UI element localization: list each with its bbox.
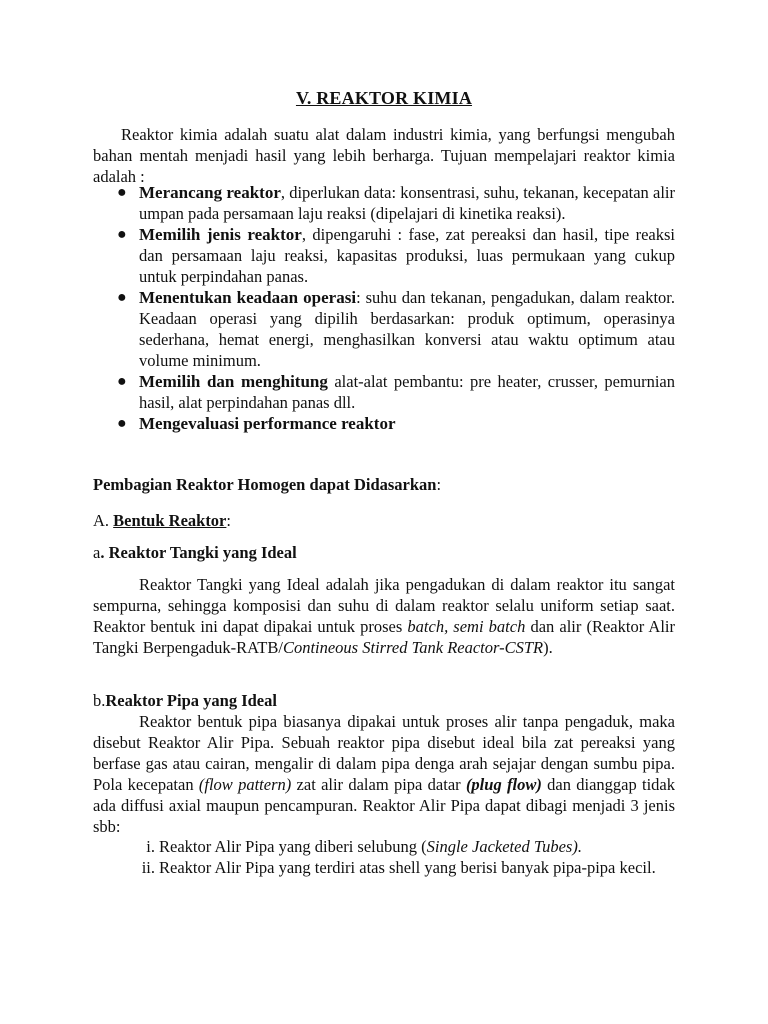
intro-text: Reaktor kimia adalah suatu alat dalam industri kimia, yang berfungsi mengubah bahan mentah menjadi hasil yang lebih berharga. Tujuan mempelajari reaktor kimia adalah :	[93, 125, 675, 186]
list-item-number: ii.	[141, 858, 155, 877]
subsection-a-title: Bentuk Reaktor	[113, 511, 227, 530]
bullet-icon: ●	[117, 184, 127, 201]
list-item	[117, 371, 675, 413]
list-item-bold: Merancang reaktor	[139, 183, 281, 202]
item-a-text: Reaktor Tangki yang Ideal adalah jika pengadukan di dalam reaktor itu sangat sempurna, sehingga komposisi dan suhu di dalam reaktor selalu uniform setiap saat. Reaktor bentuk ini dapat dipakai untuk proses	[93, 575, 675, 636]
objectives-list	[117, 182, 675, 434]
list-item-text: Reaktor Alir Pipa yang terdiri atas shell yang berisi banyak pipa-pipa kecil.	[159, 858, 656, 877]
list-item-bold: Memilih dan menghitung	[139, 372, 328, 391]
item-b-prefix: b.	[93, 691, 106, 710]
bullet-icon: ●	[117, 373, 127, 390]
list-item	[139, 836, 675, 857]
item-a-text: dan alir (Reaktor Alir Tangki Berpengaduk-RATB/	[93, 617, 675, 657]
list-item-number: i.	[146, 837, 155, 856]
bullet-icon: ●	[117, 415, 127, 432]
item-a-heading	[93, 542, 675, 563]
item-b-text: Reaktor bentuk pipa biasanya dipakai untuk proses alir tanpa pengaduk, maka disebut Reaktor Alir Pipa. Sebuah reaktor pipa disebut ideal bila zat pereaksi yang berfase gas atau cairan, mengalir di dalam pipa denga arah sejajar dengan sumbu pipa. Pola kecepatan	[93, 712, 675, 794]
list-item	[117, 287, 675, 371]
list-item-text: , diperlukan data: konsentrasi, suhu, tekanan, kecepatan alir umpan pada persamaan laju reaksi (dipelajari di kinetika reaksi).	[139, 183, 675, 223]
item-a-italic: batch, semi batch	[407, 617, 526, 636]
list-item-text: : suhu dan tekanan, pengadukan, dalam reaktor. Keadaan operasi yang dipilih berdasarkan: produk optimum, operasinya sederhana, hemat energi, menghasilkan konversi atau waktu optimum atau volume minimum.	[139, 288, 675, 370]
item-a-text: ).	[543, 638, 553, 657]
list-item-text: , dipengaruhi : fase, zat pereaksi dan hasil, tipe reaksi dan persamaan laju reaksi, kapasitas produksi, luas permukaan yang cukup untuk perpindahan panas.	[139, 225, 675, 286]
page-title: V. REAKTOR KIMIA	[295, 88, 473, 108]
intro-paragraph	[93, 124, 675, 187]
item-b-text: zat alir dalam pipa datar	[291, 775, 466, 794]
list-item	[139, 857, 675, 878]
item-a-italic: Contineous Stirred Tank Reactor-CSTR	[282, 638, 544, 657]
item-b-italic: (flow pattern)	[198, 775, 292, 794]
section-heading-colon: :	[436, 475, 442, 494]
list-item-bold: Menentukan keadaan operasi	[139, 288, 357, 307]
section-heading	[93, 474, 675, 495]
list-item	[117, 413, 675, 434]
list-item	[117, 224, 675, 287]
item-a-prefix: a	[93, 543, 101, 562]
item-b-title: Reaktor Pipa yang Ideal	[105, 691, 277, 710]
subsection-a-colon: :	[226, 511, 231, 530]
subsection-a-prefix: A.	[93, 511, 114, 530]
pipe-reactor-types-list	[139, 836, 675, 878]
item-a-title: . Reaktor Tangki yang Ideal	[100, 543, 297, 562]
item-b-heading	[93, 690, 675, 711]
item-b-text: dan dianggap tidak ada diffusi axial maupun pencampuran. Reaktor Alir Pipa dapat dibagi menjadi 3 jenis sbb:	[93, 775, 676, 836]
list-item	[117, 182, 675, 224]
list-item-italic: Single Jacketed Tubes).	[426, 837, 582, 856]
list-item-bold: Mengevaluasi performance reaktor	[139, 414, 396, 433]
section-heading-text: Pembagian Reaktor Homogen dapat Didasarkan	[93, 475, 437, 494]
item-b-bold-italic: (plug flow)	[465, 775, 542, 794]
list-item-bold: Memilih jenis reaktor	[139, 225, 302, 244]
item-a-paragraph	[93, 574, 675, 658]
bullet-icon: ●	[117, 226, 127, 243]
list-item-text: alat-alat pembantu: pre heater, crusser, pemurnian hasil, alat perpindahan panas dll.	[139, 372, 675, 412]
bullet-icon: ●	[117, 289, 127, 306]
list-item-text: Reaktor Alir Pipa yang diberi selubung (	[159, 837, 427, 856]
subsection-a-heading	[93, 510, 675, 531]
item-b-paragraph	[93, 711, 675, 837]
